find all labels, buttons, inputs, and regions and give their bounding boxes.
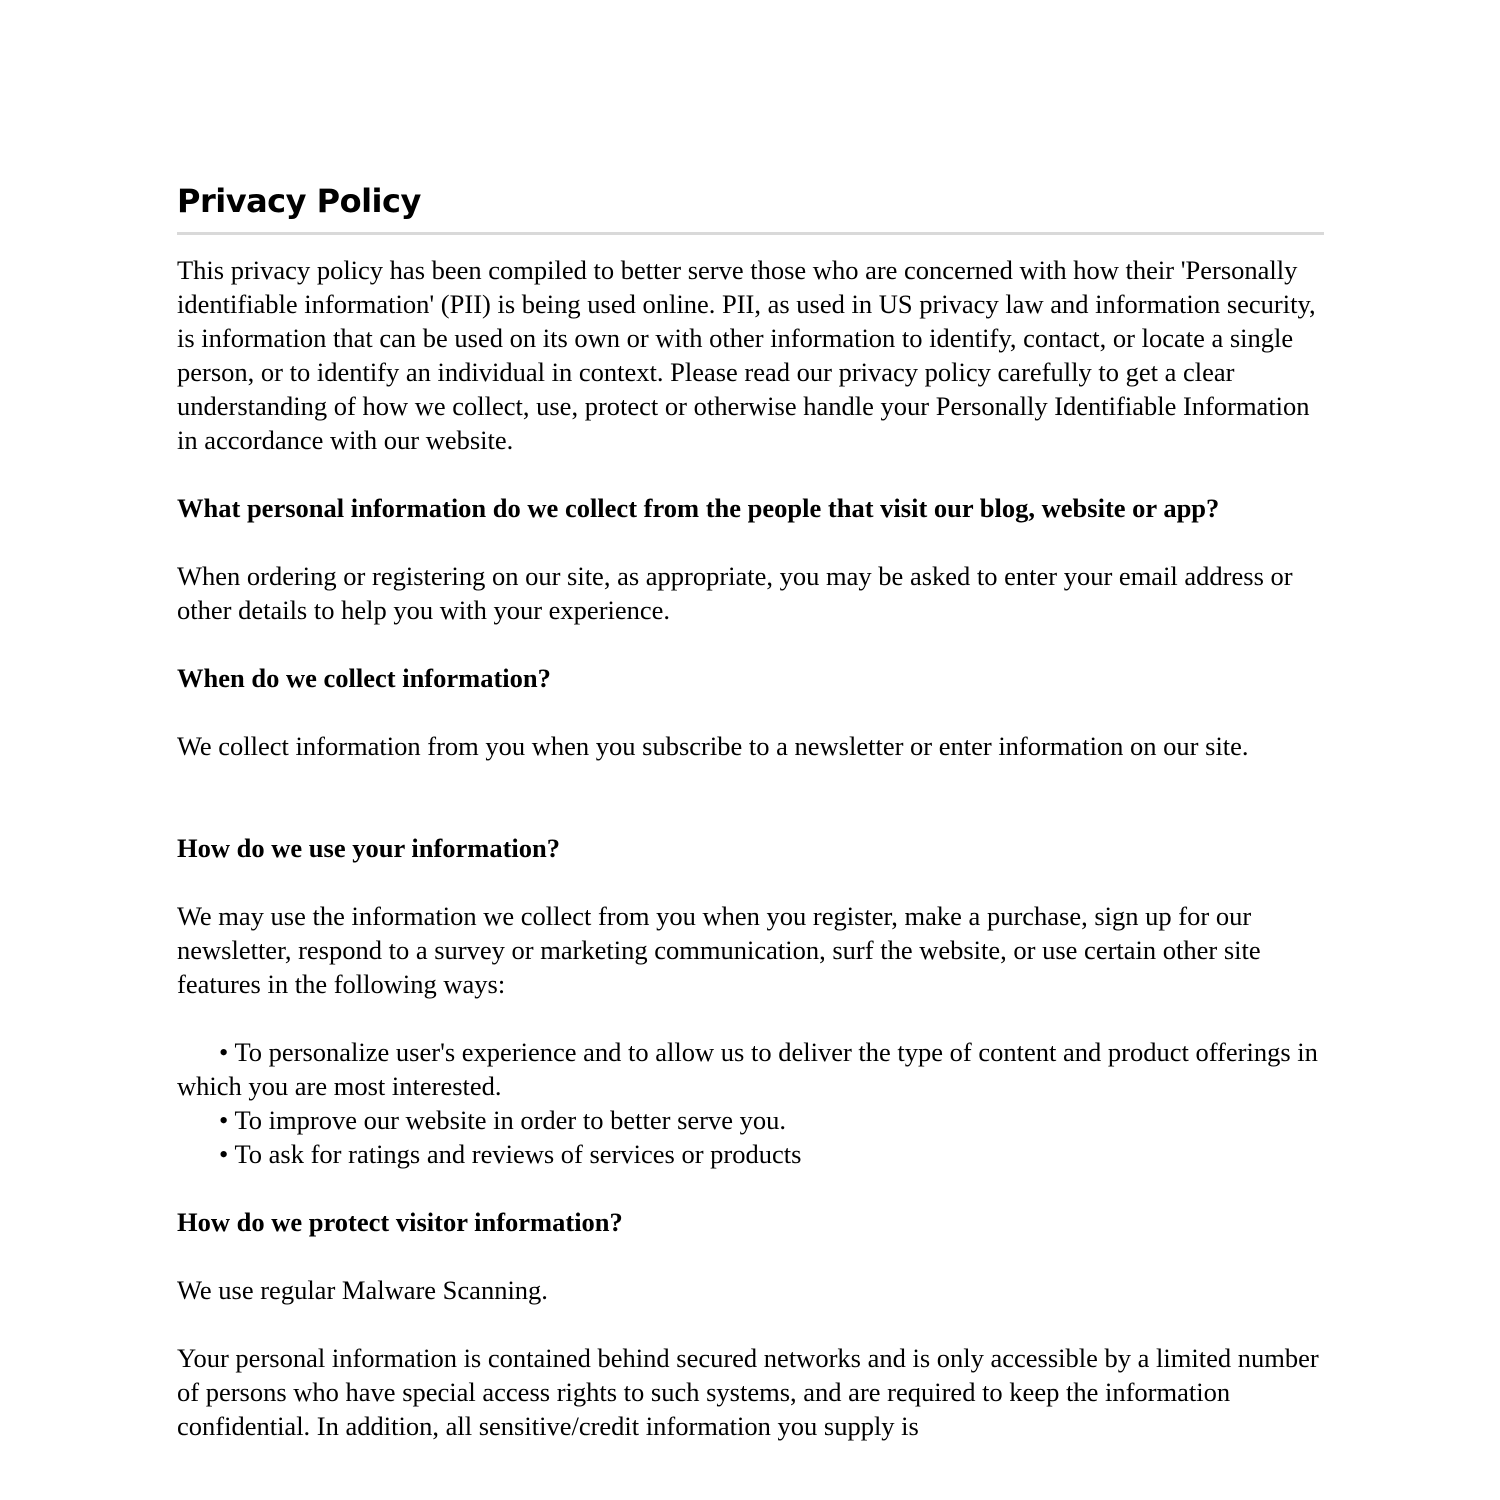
bullet-icon: • bbox=[219, 1105, 229, 1135]
bullet-icon: • bbox=[219, 1139, 229, 1169]
section-body-collect-when: We collect information from you when you subscribe to a newsletter or enter information on our site. bbox=[177, 731, 1249, 761]
intro-paragraph: This privacy policy has been compiled to better serve those who are concerned with how their 'Personally identifiable information' (PII) is being used online. PII, as used in US privacy law and information security, is information that can be used on its own or with other information to identify, contact, or locate a single person, or to identify an individual in context. Please read our privacy policy carefully to get a clear understanding of how we collect, use, protect or otherwise handle your Personally Identifiable Information in accordance with our website. bbox=[177, 255, 1316, 455]
section-heading-collect-what: What personal information do we collect from the people that visit our blog, website or app? bbox=[177, 493, 1220, 523]
section-heading-protect: How do we protect visitor information? bbox=[177, 1207, 623, 1237]
bullet-icon: • bbox=[219, 1037, 229, 1067]
section-heading-collect-when: When do we collect information? bbox=[177, 663, 551, 693]
list-item bbox=[177, 1137, 1327, 1171]
list-item bbox=[177, 1103, 1327, 1137]
section-body-protect: We use regular Malware Scanning. bbox=[177, 1275, 548, 1305]
list-item-text: To improve our website in order to better serve you. bbox=[234, 1105, 786, 1135]
document-content bbox=[177, 178, 1327, 1443]
list-item-text: To personalize user's experience and to allow us to deliver the type of content and product offerings in which you are most interested. bbox=[177, 1037, 1318, 1101]
section-body-use: We may use the information we collect from you when you register, make a purchase, sign up for our newsletter, respond to a survey or marketing communication, surf the website, or use certain other site features in the following ways: bbox=[177, 901, 1261, 999]
section-body-collect-what: When ordering or registering on our site, as appropriate, you may be asked to enter your email address or other details to help you with your experience. bbox=[177, 561, 1293, 625]
list-item bbox=[177, 1035, 1327, 1103]
page-title: Privacy Policy bbox=[177, 178, 1324, 235]
list-item-text: To ask for ratings and reviews of services or products bbox=[234, 1139, 802, 1169]
section-body-protect-detail: Your personal information is contained behind secured networks and is only accessible by a limited number of persons who have special access rights to such systems, and are required to keep the information confidential. In addition, all sensitive/credit information you supply is bbox=[177, 1343, 1319, 1441]
section-heading-use: How do we use your information? bbox=[177, 833, 561, 863]
use-bullet-list bbox=[177, 1035, 1327, 1171]
